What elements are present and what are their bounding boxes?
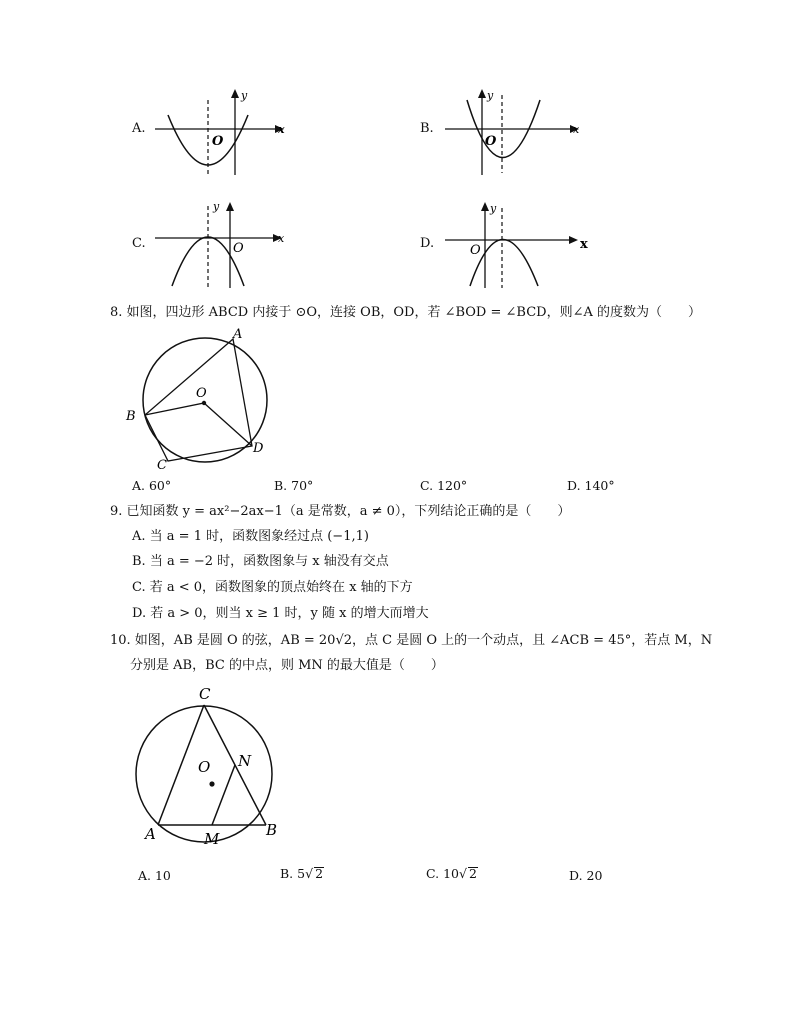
sqrt-symbol: √: [305, 866, 314, 881]
svg-text:y: y: [490, 202, 497, 215]
point-o-label: O: [198, 758, 211, 776]
point-c-label: C: [157, 458, 167, 470]
svg-text:x: x: [278, 123, 285, 136]
point-d-label: D: [253, 441, 264, 456]
point-o-label: O: [196, 386, 207, 401]
q8-option-d[interactable]: D. 140°: [567, 478, 615, 493]
q9-stem: 9. 已知函数 y = ax²−2ax−1（a 是常数，a ≠ 0），下列结论正确的是（ ）: [110, 504, 571, 519]
q10-figure: [132, 680, 292, 850]
option-letter: D.: [420, 236, 435, 251]
q7-graph-b: [440, 85, 585, 180]
sqrt-symbol: √: [458, 866, 467, 881]
q8-option-b[interactable]: B. 70°: [274, 478, 314, 493]
q8-option-c[interactable]: C. 120°: [420, 478, 468, 493]
q10-stem-line1: 10. 如图，AB 是圆 O 的弦，AB = 20√2，点 C 是圆 O 上的一个动点，且 ∠ACB = 45°，若点 M，N: [110, 633, 713, 648]
q10-option-b[interactable]: B. 5√ 2: [280, 866, 324, 881]
point-c-label: C: [199, 685, 211, 703]
svg-text:x: x: [580, 237, 588, 252]
point-a-label: A: [233, 327, 243, 342]
svg-text:x: x: [278, 232, 285, 245]
svg-text:O: O: [233, 241, 244, 256]
svg-text:y: y: [487, 89, 494, 102]
svg-text:x: x: [573, 123, 580, 136]
option-letter: A.: [132, 121, 146, 136]
svg-text:O: O: [212, 134, 224, 149]
point-a-label: A: [145, 825, 156, 843]
q9-option-c[interactable]: C. 若 a < 0，函数图象的顶点始终在 x 轴的下方: [132, 580, 413, 595]
q10-option-d[interactable]: D. 20: [569, 868, 603, 883]
svg-text:O: O: [485, 134, 497, 149]
q7-graph-a: [150, 85, 290, 180]
option-letter: C.: [132, 236, 146, 251]
point-b-label: B: [266, 821, 278, 839]
q8-stem: 8. 如图，四边形 ABCD 内接于 ⊙O，连接 OB，OD，若 ∠BOD = ∠BCD，则∠A 的度数为（ ）: [110, 305, 701, 320]
svg-text:O: O: [470, 243, 481, 258]
point-n-label: N: [238, 752, 252, 770]
q8-figure: [120, 325, 280, 470]
q9-option-b[interactable]: B. 当 a = −2 时，函数图象与 x 轴没有交点: [132, 554, 389, 569]
q9-option-d[interactable]: D. 若 a > 0，则当 x ≥ 1 时，y 随 x 的增大而增大: [132, 606, 429, 621]
q10-stem-line2: 分别是 AB，BC 的中点，则 MN 的最大值是（ ）: [130, 658, 444, 673]
point-m-label: M: [204, 830, 220, 848]
q8-option-a[interactable]: A. 60°: [132, 478, 172, 493]
q7-graph-d: [440, 198, 590, 290]
q7-graph-c: [150, 198, 290, 290]
svg-text:y: y: [213, 200, 220, 213]
option-letter: B.: [420, 121, 434, 136]
svg-text:y: y: [241, 89, 248, 102]
point-b-label: B: [126, 409, 136, 424]
q10-option-c[interactable]: C. 10√ 2: [426, 866, 477, 881]
q9-option-a[interactable]: A. 当 a = 1 时，函数图象经过点 (−1,1): [132, 529, 369, 544]
q10-option-a[interactable]: A. 10: [138, 868, 171, 883]
